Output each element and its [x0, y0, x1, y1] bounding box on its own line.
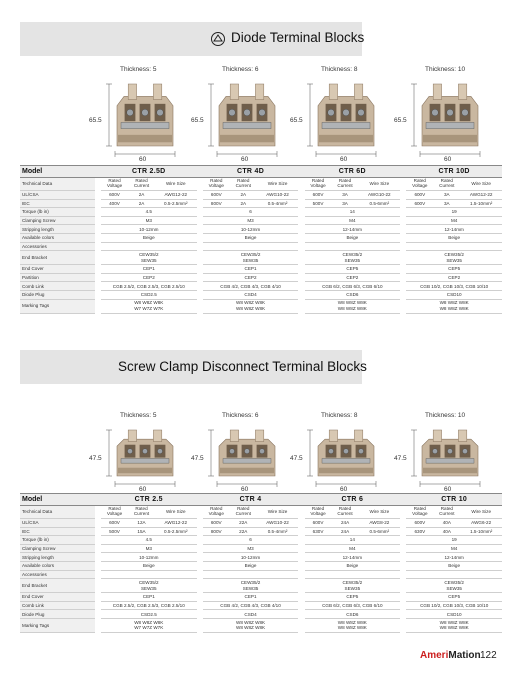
iec-row: IEC 400V 2A 0.5-2.5mm² 800V 2A 0.5-4mm² 500V 3A 0.5-6mm² 600V 3A 1.5-10mm²: [20, 199, 502, 208]
colors-row: Available colors Beige Beige Beige Beige: [20, 233, 502, 242]
clamping-row: Clamping Screw M3 M3 M4 M4: [20, 544, 502, 553]
spec-table: [20, 493, 502, 633]
ulcsa-row: UL/CSA 600V 12A AWG12-22 600V 22A AWG10-22 600V 24A AWG8-22 600V 40A AWG6-22: [20, 519, 502, 528]
model-name: CTR 2.5D: [101, 166, 197, 178]
stripping-row: Stripping length 10-12mm 10-12mm 12-14mm 12-14mm: [20, 553, 502, 562]
column-header-row: Technical Data Rated Voltage Rated Current Wire Size Rated Voltage Rated Current Wire Size Rated Voltage Rated Current Wire Size Rated Voltage Rated Current Wire Size: [20, 506, 502, 519]
comb-row: Comb Link CGB 2.5/2, CGB 2.5/3, CGB 2.5/10 CGB 4/2, CGB 4/3, CGB 4/10 CGB 6/2, CGB 6/3, CGB 6/10 CGB 10/2, CGB 10/3, CGB 10/10: [20, 601, 502, 610]
height-dimension: 65.5: [290, 117, 303, 124]
model-name: CTR 4D: [203, 166, 299, 178]
height-dimension: 47.5: [394, 455, 407, 462]
colors-row: Available colors Beige Beige Beige Beige: [20, 561, 502, 570]
width-dimension: 60: [241, 486, 249, 493]
dimension-lines: [95, 66, 185, 168]
dimension-lines: [197, 66, 287, 168]
width-dimension: 60: [139, 156, 147, 163]
thickness-label: Thickness: 8: [321, 412, 358, 419]
height-dimension: 47.5: [191, 455, 204, 462]
model-name: CTR 10D: [406, 166, 502, 178]
end-bracket-row: End Bracket CEW35/2 SEW35 CEW35/2 SEW35 CEW35/2 SEW35 CEW35/2 SEW35: [20, 579, 502, 593]
model-name: CTR 10: [406, 494, 502, 506]
thickness-label: Thickness: 5: [120, 412, 157, 419]
comb-row: Comb Link CGB 2.5/2, CGB 2.5/3, CGB 2.5/10 CGB 4/2, CGB 4/3, CGB 4/10 CGB 6/2, CGB 6/3, CGB 6/10 CGB 10/2, CGB 10/3, CGB 10/10: [20, 282, 502, 291]
marking-tags-row: Marking Tags W8 W8Z W8K W7 W7Z W7K W8 W8Z W8K W8 W8Z W8K W8 W8Z W8K W8 W8Z W8K W8 W8Z W8K W8 W8Z W8K: [20, 299, 502, 313]
height-dimension: 65.5: [89, 117, 102, 124]
model-row: Model CTR 2.5 CTR 4 CTR 6 CTR 10: [20, 494, 502, 506]
thickness-label: Thickness: 6: [222, 66, 259, 73]
spec-table: [20, 165, 502, 314]
thickness-label: Thickness: 8: [321, 66, 358, 73]
end_cover-row: End Cover CEP1 CEP1 CEP5 CEP5: [20, 265, 502, 274]
section-title: Screw Clamp Disconnect Terminal Blocks: [118, 359, 367, 374]
width-dimension: 60: [241, 156, 249, 163]
ulcsa-row: UL/CSA 600V 2A AWG12-22 600V 2A AWG10-22 600V 3A AWG10-22 600V 3A AWG12-22: [20, 191, 502, 200]
clamping-row: Clamping Screw M3 M3 M4 M4: [20, 216, 502, 225]
height-dimension: 65.5: [191, 117, 204, 124]
model-row: Model CTR 2.5D CTR 4D CTR 6D CTR 10D: [20, 166, 502, 178]
plug-row: Diode Plug CSD2.5 CSD4 CSD6 CSD10: [20, 290, 502, 299]
stripping-row: Stripping length 10-12mm 10-12mm 12-14mm 12-14mm: [20, 225, 502, 234]
brand-logo: AmeriMation: [420, 650, 481, 661]
model-name: CTR 2.5: [101, 494, 197, 506]
end_cover-row: End Cover CEP1 CEP1 CEP5 CEP5: [20, 593, 502, 602]
width-dimension: 60: [340, 486, 348, 493]
width-dimension: 60: [139, 486, 147, 493]
thickness-label: Thickness: 10: [425, 66, 466, 73]
dimension-lines: [400, 66, 490, 168]
height-dimension: 65.5: [394, 117, 407, 124]
height-dimension: 47.5: [290, 455, 303, 462]
model-name: CTR 6: [305, 494, 401, 506]
width-dimension: 60: [444, 156, 452, 163]
width-dimension: 60: [444, 486, 452, 493]
dimension-lines: [296, 66, 386, 168]
marking-tags-row: Marking Tags W8 W8Z W8K W7 W7Z W7K W8 W8Z W8K W8 W8Z W8K W8 W8Z W8K W8 W8Z W8K W8 W8Z W8K W8 W8Z W8K: [20, 618, 502, 632]
model-name: CTR 6D: [305, 166, 401, 178]
torque-row: Torque (lb in) 4.5 6 14 19: [20, 536, 502, 545]
column-header-row: Technical Data Rated Voltage Rated Current Wire Size Rated Voltage Rated Current Wire Size Rated Voltage Rated Current Wire Size Rated Voltage Rated Current Wire Size: [20, 178, 502, 191]
end-bracket-row: End Bracket CEW35/2 SEW35 CEW35/2 SEW35 CEW35/2 SEW35 CEW35/2 SEW35: [20, 251, 502, 265]
model-name: CTR 4: [203, 494, 299, 506]
thickness-label: Thickness: 6: [222, 412, 259, 419]
plug-row: Diode Plug CSD2.5 CSD4 CSD6 CSD10: [20, 610, 502, 619]
width-dimension: 60: [340, 156, 348, 163]
diode-symbol-icon: [210, 31, 226, 47]
page-number: 122: [480, 650, 497, 661]
iec-row: IEC 500V 15A 0.5-2.5mm² 800V 22A 0.5-4mm² 630V 24A 0.5-6mm² 630V 40A 1.5-10mm²: [20, 527, 502, 536]
accessories-row: Accessories: [20, 242, 502, 251]
partition-row: Partition CEP2 CEP2 CEP2 CEP2: [20, 273, 502, 282]
thickness-label: Thickness: 10: [425, 412, 466, 419]
height-dimension: 47.5: [89, 455, 102, 462]
torque-row: Torque (lb in) 4.5 6 14 19: [20, 208, 502, 217]
thickness-label: Thickness: 5: [120, 66, 157, 73]
section-title: Diode Terminal Blocks: [231, 30, 365, 45]
accessories-row: Accessories: [20, 570, 502, 579]
